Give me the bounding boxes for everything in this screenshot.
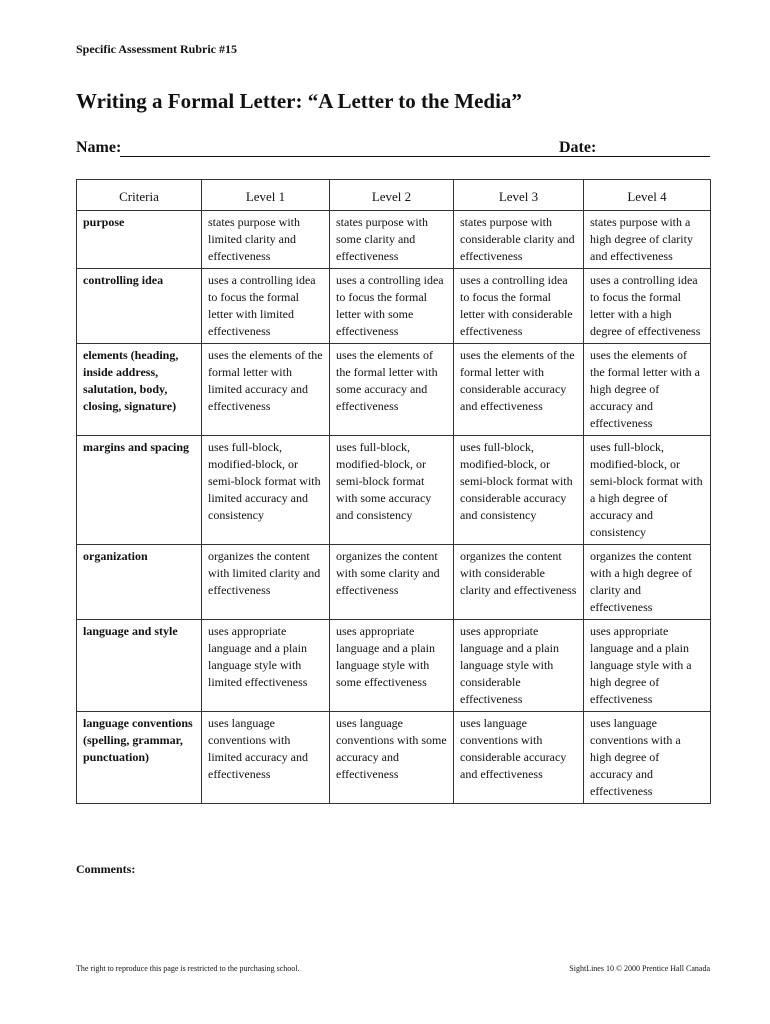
level-2-cell: uses full-block, modified-block, or semi-block format with some accuracy and consistency: [330, 436, 454, 545]
level-1-cell: uses the elements of the formal letter with limited accuracy and effectiveness: [202, 344, 330, 436]
level-4-cell: organizes the content with a high degree of clarity and effectiveness: [584, 545, 711, 620]
criteria-cell: organization: [77, 545, 202, 620]
table-row: [77, 211, 711, 269]
level-4-cell: uses the elements of the formal letter with a high degree of accuracy and effectiveness: [584, 344, 711, 436]
level-2-cell: uses a controlling idea to focus the formal letter with some effectiveness: [330, 269, 454, 344]
level-2-cell: uses language conventions with some accuracy and effectiveness: [330, 712, 454, 804]
name-date-row: [76, 139, 710, 161]
level-3-cell: organizes the content with considerable clarity and effectiveness: [454, 545, 584, 620]
table-row: [77, 620, 711, 712]
rubric-kicker: Specific Assessment Rubric #15: [76, 42, 237, 56]
level-1-cell: states purpose with limited clarity and effectiveness: [202, 211, 330, 269]
level-1-cell: organizes the content with limited clarity and effectiveness: [202, 545, 330, 620]
header-criteria: Criteria: [77, 180, 202, 211]
level-1-cell: uses full-block, modified-block, or semi-block format with limited accuracy and consistency: [202, 436, 330, 545]
level-1-cell: uses appropriate language and a plain language style with limited effectiveness: [202, 620, 330, 712]
level-2-cell: states purpose with some clarity and effectiveness: [330, 211, 454, 269]
level-3-cell: states purpose with considerable clarity and effectiveness: [454, 211, 584, 269]
table-row: [77, 545, 711, 620]
table-row: [77, 344, 711, 436]
criteria-cell: controlling idea: [77, 269, 202, 344]
level-4-cell: states purpose with a high degree of clarity and effectiveness: [584, 211, 711, 269]
footer-copyright-notice: The right to reproduce this page is restricted to the purchasing school.: [76, 964, 300, 973]
level-2-cell: uses appropriate language and a plain language style with some effectiveness: [330, 620, 454, 712]
criteria-cell: language and style: [77, 620, 202, 712]
level-4-cell: uses a controlling idea to focus the formal letter with a high degree of effectiveness: [584, 269, 711, 344]
header-level-3: Level 3: [454, 180, 584, 211]
footer-source: SightLines 10 © 2000 Prentice Hall Canada: [569, 964, 710, 973]
rubric-table: [76, 179, 711, 804]
date-label: Date:: [559, 139, 597, 156]
criteria-cell: margins and spacing: [77, 436, 202, 545]
criteria-cell: elements (heading, inside address, salutation, body, closing, signature): [77, 344, 202, 436]
level-3-cell: uses language conventions with considerable accuracy and effectiveness: [454, 712, 584, 804]
header-row: [77, 180, 711, 211]
level-1-cell: uses a controlling idea to focus the formal letter with limited effectiveness: [202, 269, 330, 344]
level-4-cell: uses appropriate language and a plain language style with a high degree of effectiveness: [584, 620, 711, 712]
table-row: [77, 269, 711, 344]
date-field-line: [596, 156, 710, 157]
criteria-cell: purpose: [77, 211, 202, 269]
header-level-1: Level 1: [202, 180, 330, 211]
level-1-cell: uses language conventions with limited accuracy and effectiveness: [202, 712, 330, 804]
level-2-cell: organizes the content with some clarity and effectiveness: [330, 545, 454, 620]
level-3-cell: uses a controlling idea to focus the formal letter with considerable effectiveness: [454, 269, 584, 344]
level-4-cell: uses language conventions with a high degree of accuracy and effectiveness: [584, 712, 711, 804]
name-field-line: [120, 156, 620, 157]
header-level-4: Level 4: [584, 180, 711, 211]
criteria-cell: language conventions (spelling, grammar, punctuation): [77, 712, 202, 804]
name-label: Name:: [76, 139, 122, 156]
level-3-cell: uses the elements of the formal letter with considerable accuracy and effectiveness: [454, 344, 584, 436]
table-row: [77, 436, 711, 545]
level-3-cell: uses appropriate language and a plain language style with considerable effectiveness: [454, 620, 584, 712]
comments-label: Comments:: [76, 862, 136, 876]
level-2-cell: uses the elements of the formal letter with some accuracy and effectiveness: [330, 344, 454, 436]
level-4-cell: uses full-block, modified-block, or semi-block format with a high degree of accuracy and consistency: [584, 436, 711, 545]
header-level-2: Level 2: [330, 180, 454, 211]
table-row: [77, 712, 711, 804]
level-3-cell: uses full-block, modified-block, or semi-block format with considerable accuracy and consistency: [454, 436, 584, 545]
page-title: Writing a Formal Letter: “A Letter to the Media”: [76, 89, 522, 113]
